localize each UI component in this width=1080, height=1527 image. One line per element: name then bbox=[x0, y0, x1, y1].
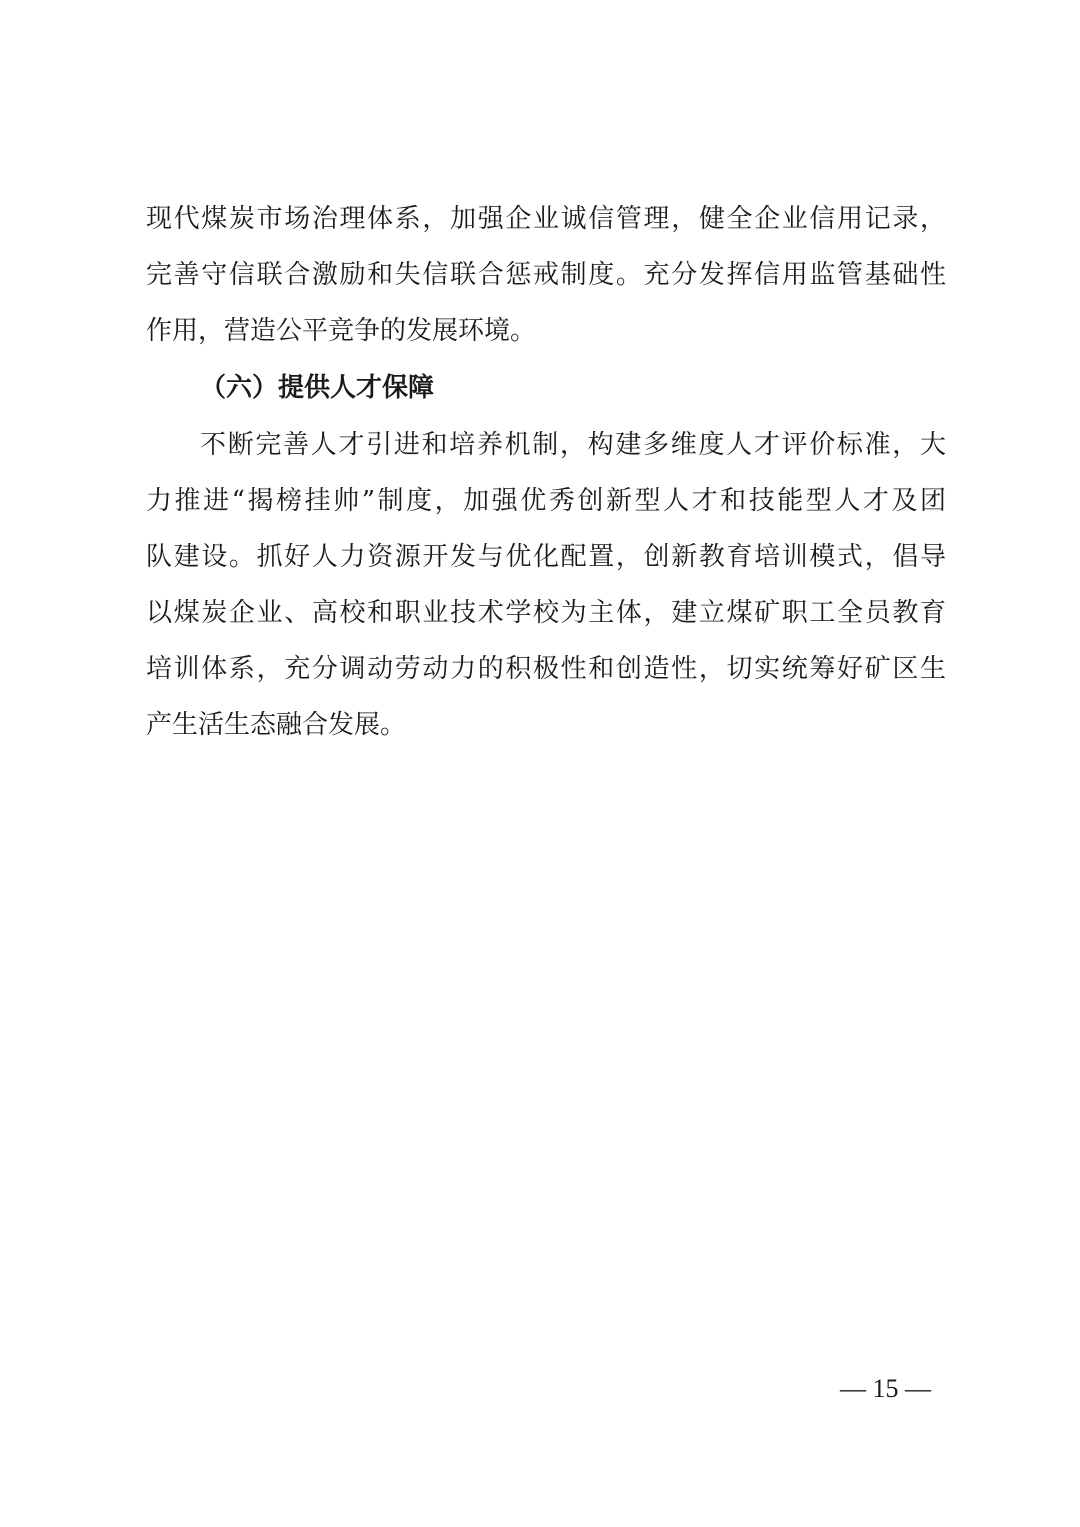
paragraph-2-line-1: 不断完善人才引进和培养机制，构建多维度人才评价标准，大 bbox=[200, 430, 946, 460]
section-heading: （六）提供人才保障 bbox=[200, 373, 435, 403]
paragraph-1-line-2: 完善守信联合激励和失信联合惩戒制度。充分发挥信用监管基础性 bbox=[146, 260, 946, 290]
paragraph-2-line-4: 以煤炭企业、高校和职业技术学校为主体，建立煤矿职工全员教育 bbox=[146, 598, 946, 628]
paragraph-2-line-3: 队建设。抓好人力资源开发与优化配置，创新教育培训模式，倡导 bbox=[146, 542, 946, 572]
paragraph-1-line-1: 现代煤炭市场治理体系，加强企业诚信管理，健全企业信用记录， bbox=[146, 204, 946, 234]
paragraph-2-line-5: 培训体系，充分调动劳动力的积极性和创造性，切实统筹好矿区生 bbox=[146, 654, 946, 684]
paragraph-2-line-6: 产生活生态融合发展。 bbox=[146, 710, 407, 740]
paragraph-2-line-2: 力推进“揭榜挂帅”制度，加强优秀创新型人才和技能型人才及团 bbox=[146, 486, 946, 516]
paragraph-1-line-3: 作用，营造公平竞争的发展环境。 bbox=[146, 316, 537, 346]
page-number: — 15 — bbox=[840, 1374, 931, 1403]
